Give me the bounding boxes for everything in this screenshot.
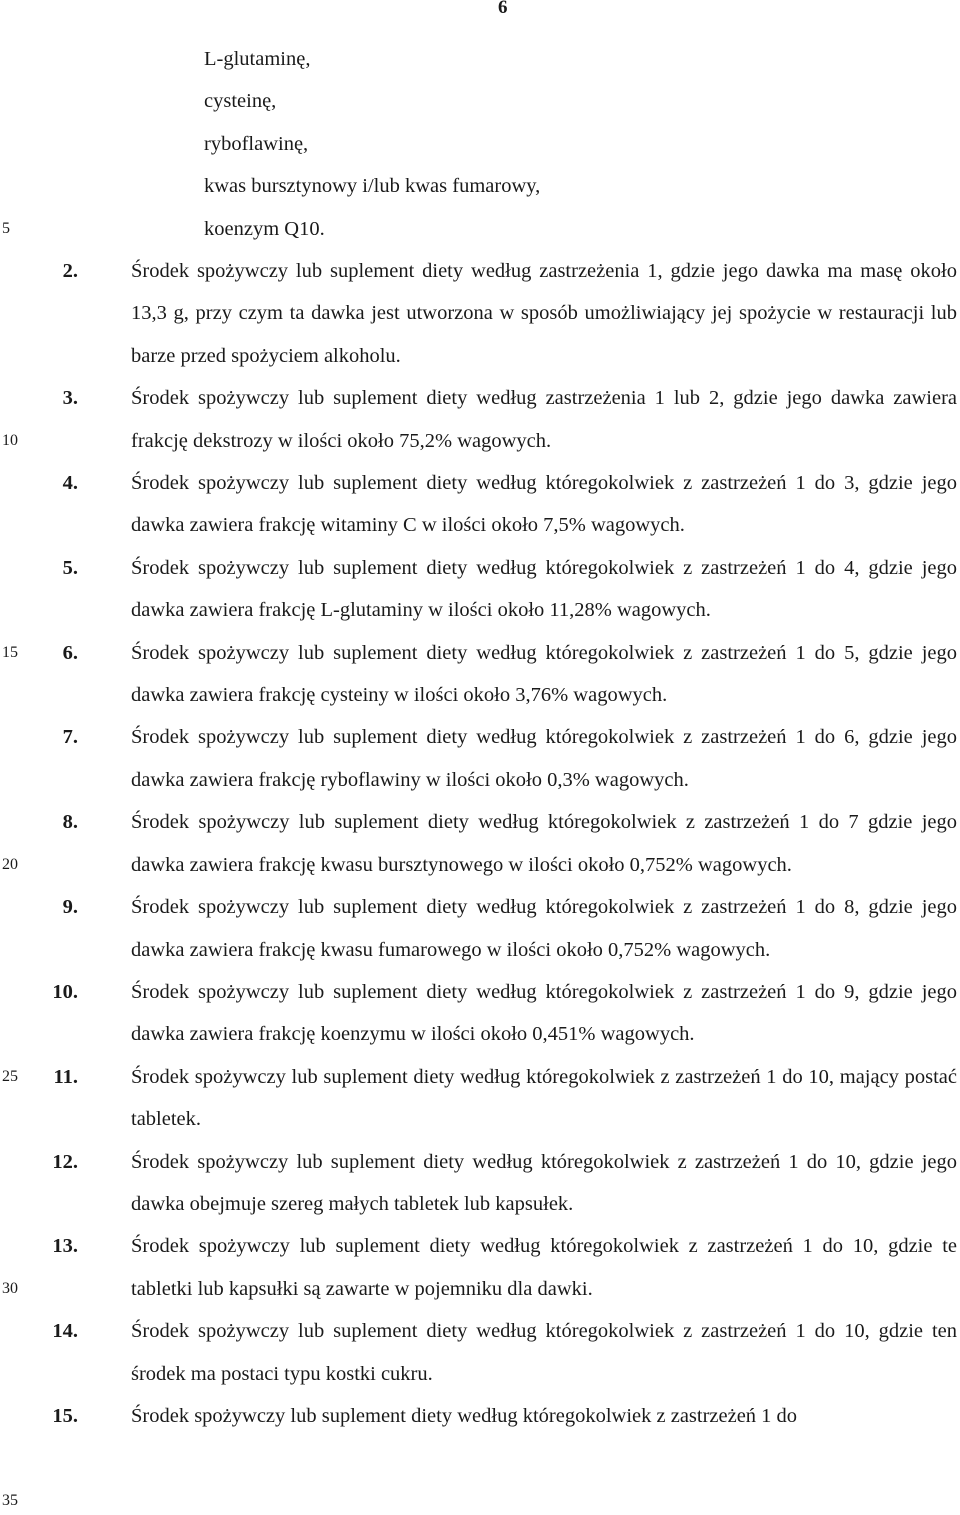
line-number: 15 bbox=[2, 644, 18, 661]
claim-number: 5. bbox=[62, 556, 78, 579]
line-number: 10 bbox=[2, 432, 18, 449]
claim-text: Środek spożywczy lub suplement diety według któregokolwiek z zastrzeżeń 1 do 9, gdzie jego dawka zawiera frakcję koenzymu w ilości około 0,451% wagowych. bbox=[131, 980, 957, 1046]
claim-text: Środek spożywczy lub suplement diety według zastrzeżenia 1, gdzie jego dawka ma masę około 13,3 g, przy czym ta dawka jest utworzona w sposób umożliwiający jej spożycie w restauracji lub barze przed spożyciem alkoholu. bbox=[131, 260, 957, 367]
claim bbox=[0, 1056, 960, 1141]
list-item: koenzym Q10. bbox=[204, 217, 325, 240]
claim bbox=[0, 886, 960, 971]
claim-number: 15. bbox=[52, 1404, 78, 1427]
claim bbox=[0, 250, 960, 377]
claim bbox=[0, 1395, 960, 1437]
claim-text: Środek spożywczy lub suplement diety według któregokolwiek z zastrzeżeń 1 do 7 gdzie jego dawka zawiera frakcję kwasu bursztynowego w ilości około 0,752% wagowych. bbox=[131, 811, 957, 876]
claim-number: 8. bbox=[62, 811, 78, 834]
claims-list bbox=[0, 250, 960, 1437]
claim-number: 2. bbox=[62, 260, 78, 282]
claim-number: 13. bbox=[52, 1235, 78, 1258]
claim-number: 7. bbox=[62, 726, 78, 749]
claim-text: Środek spożywczy lub suplement diety według któregokolwiek z zastrzeżeń 1 do 3, gdzie jego dawka zawiera frakcję witaminy C w ilości około 7,5% wagowych. bbox=[131, 472, 957, 537]
claim-text: Środek spożywczy lub suplement diety według któregokolwiek z zastrzeżeń 1 do 8, gdzie jego dawka zawiera frakcję kwasu fumarowego w ilości około 0,752% wagowych. bbox=[131, 896, 957, 961]
claim-text: Środek spożywczy lub suplement diety według któregokolwiek z zastrzeżeń 1 do 5, gdzie jego dawka zawiera frakcję cysteiny w ilości około 3,76% wagowych. bbox=[131, 641, 957, 707]
claim bbox=[0, 1310, 960, 1395]
line-number: 5 bbox=[2, 220, 10, 237]
page-number: 6 bbox=[498, 0, 508, 18]
ingredient-list-continuation bbox=[204, 38, 540, 250]
claim bbox=[0, 632, 960, 717]
claim-number: 6. bbox=[62, 641, 78, 664]
claim bbox=[0, 801, 960, 886]
claim-text: Środek spożywczy lub suplement diety według któregokolwiek z zastrzeżeń 1 do 10, gdzie ten środek ma postaci typu kostki cukru. bbox=[131, 1320, 957, 1385]
claim-text: Środek spożywczy lub suplement diety według któregokolwiek z zastrzeżeń 1 do 6, gdzie jego dawka zawiera frakcję ryboflawiny w ilości około 0,3% wagowych. bbox=[131, 726, 957, 791]
claim bbox=[0, 1225, 960, 1310]
line-number: 25 bbox=[2, 1068, 18, 1085]
claim bbox=[0, 377, 960, 462]
claim-number: 12. bbox=[52, 1150, 78, 1173]
claim-number: 4. bbox=[62, 472, 78, 495]
claim-text: Środek spożywczy lub suplement diety według któregokolwiek z zastrzeżeń 1 do 10, mający postać tabletek. bbox=[131, 1065, 957, 1131]
claim-number: 11. bbox=[53, 1065, 78, 1088]
list-item: L-glutaminę, bbox=[204, 48, 311, 70]
list-item: cysteinę, bbox=[204, 90, 277, 113]
claim bbox=[0, 1141, 960, 1226]
claim-text: Środek spożywczy lub suplement diety według któregokolwiek z zastrzeżeń 1 do 4, gdzie jego dawka zawiera frakcję L-glutaminy w ilości około 11,28% wagowych. bbox=[131, 556, 957, 622]
line-number: 20 bbox=[2, 856, 18, 873]
claim bbox=[0, 462, 960, 547]
claim-number: 3. bbox=[62, 387, 78, 410]
claim-text: Środek spożywczy lub suplement diety według któregokolwiek z zastrzeżeń 1 do 10, gdzie jego dawka obejmuje szereg małych tabletek lub kapsułek. bbox=[131, 1150, 957, 1215]
claim bbox=[0, 716, 960, 801]
claim bbox=[0, 547, 960, 632]
line-number: 35 bbox=[2, 1492, 18, 1509]
claim bbox=[0, 971, 960, 1056]
claim-number: 10. bbox=[52, 980, 78, 1003]
claim-number: 9. bbox=[62, 896, 78, 919]
list-item: kwas bursztynowy i/lub kwas fumarowy, bbox=[204, 175, 541, 198]
claim-text: Środek spożywczy lub suplement diety według któregokolwiek z zastrzeżeń 1 do bbox=[131, 1404, 798, 1427]
claim-text: Środek spożywczy lub suplement diety według któregokolwiek z zastrzeżeń 1 do 10, gdzie te tabletki lub kapsułki są zawarte w pojemniku dla dawki. bbox=[131, 1235, 957, 1300]
list-item: ryboflawinę, bbox=[204, 132, 309, 155]
line-number: 30 bbox=[2, 1280, 18, 1297]
claim-text: Środek spożywczy lub suplement diety według zastrzeżenia 1 lub 2, gdzie jego dawka zawiera frakcję dekstrozy w ilości około 75,2% wagowych. bbox=[131, 387, 957, 452]
claim-number: 14. bbox=[52, 1320, 78, 1343]
